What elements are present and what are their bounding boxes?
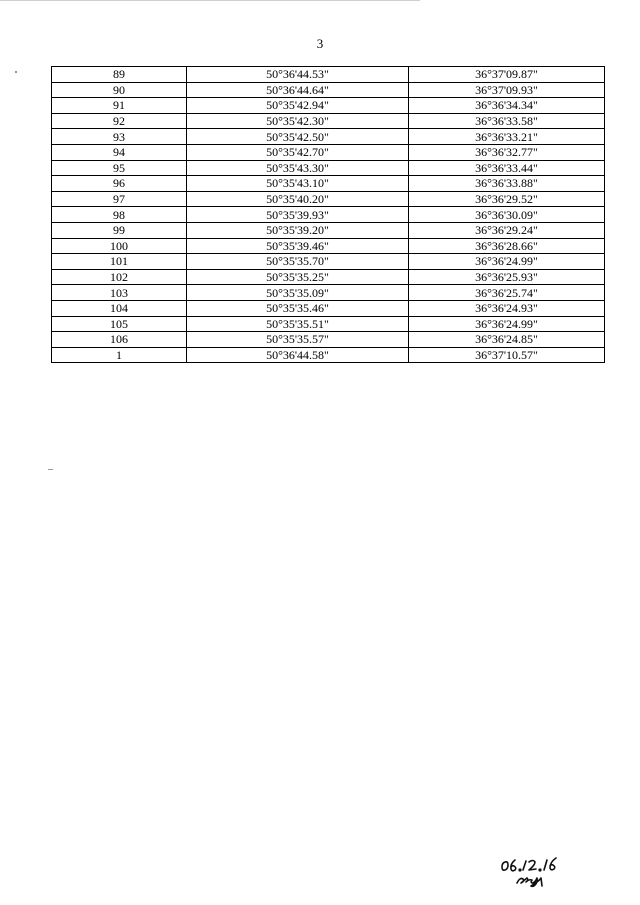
point-number-cell: 103 xyxy=(52,285,187,301)
table-row xyxy=(52,176,605,192)
latitude-cell: 50°35'35.25" xyxy=(187,269,409,285)
longitude-cell: 36°36'24.93" xyxy=(409,300,605,316)
point-number-cell: 96 xyxy=(52,176,187,192)
point-number-cell: 92 xyxy=(52,113,187,129)
point-number-cell: 95 xyxy=(52,160,187,176)
latitude-cell: 50°35'39.46" xyxy=(187,238,409,254)
table-row xyxy=(52,129,605,145)
point-number-cell: 105 xyxy=(52,316,187,332)
coordinates-table xyxy=(51,66,605,363)
coordinates-table-body xyxy=(52,67,605,363)
longitude-cell: 36°36'33.58" xyxy=(409,113,605,129)
longitude-cell: 36°36'33.21" xyxy=(409,129,605,145)
latitude-cell: 50°35'39.20" xyxy=(187,222,409,238)
point-number-cell: 1 xyxy=(52,347,187,363)
latitude-cell: 50°35'39.93" xyxy=(187,207,409,223)
longitude-cell: 36°37'09.93" xyxy=(409,82,605,98)
point-number-cell: 101 xyxy=(52,254,187,270)
table-row xyxy=(52,67,605,83)
point-number-cell: 100 xyxy=(52,238,187,254)
longitude-cell: 36°37'09.87" xyxy=(409,67,605,83)
table-row xyxy=(52,144,605,160)
point-number-cell: 97 xyxy=(52,191,187,207)
longitude-cell: 36°36'30.09" xyxy=(409,207,605,223)
table-row xyxy=(52,316,605,332)
point-number-cell: 102 xyxy=(52,269,187,285)
point-number-cell: 89 xyxy=(52,67,187,83)
point-number-cell: 94 xyxy=(52,144,187,160)
point-number-cell: 106 xyxy=(52,332,187,348)
table-row xyxy=(52,113,605,129)
longitude-cell: 36°36'24.99" xyxy=(409,254,605,270)
latitude-cell: 50°35'35.51" xyxy=(187,316,409,332)
latitude-cell: 50°35'42.50" xyxy=(187,129,409,145)
longitude-cell: 36°36'32.77" xyxy=(409,144,605,160)
longitude-cell: 36°36'33.88" xyxy=(409,176,605,192)
table-row xyxy=(52,269,605,285)
longitude-cell: 36°36'25.93" xyxy=(409,269,605,285)
latitude-cell: 50°35'42.30" xyxy=(187,113,409,129)
longitude-cell: 36°36'29.24" xyxy=(409,222,605,238)
longitude-cell: 36°36'24.99" xyxy=(409,316,605,332)
longitude-cell: 36°37'10.57" xyxy=(409,347,605,363)
point-number-cell: 90 xyxy=(52,82,187,98)
table-row xyxy=(52,191,605,207)
point-number-cell: 98 xyxy=(52,207,187,223)
longitude-cell: 36°36'34.34" xyxy=(409,98,605,114)
latitude-cell: 50°36'44.53" xyxy=(187,67,409,83)
latitude-cell: 50°35'40.20" xyxy=(187,191,409,207)
table-row xyxy=(52,238,605,254)
latitude-cell: 50°36'44.58" xyxy=(187,347,409,363)
fold-mark xyxy=(48,469,53,470)
latitude-cell: 50°35'42.94" xyxy=(187,98,409,114)
table-row xyxy=(52,207,605,223)
latitude-cell: 50°35'43.10" xyxy=(187,176,409,192)
page-number: 3 xyxy=(316,36,324,51)
latitude-cell: 50°35'35.57" xyxy=(187,332,409,348)
point-number-cell: 99 xyxy=(52,222,187,238)
latitude-cell: 50°35'35.70" xyxy=(187,254,409,270)
table-row xyxy=(52,254,605,270)
handwritten-date-initials xyxy=(495,850,595,890)
longitude-cell: 36°36'25.74" xyxy=(409,285,605,301)
latitude-cell: 50°36'44.64" xyxy=(187,82,409,98)
longitude-cell: 36°36'33.44" xyxy=(409,160,605,176)
point-number-cell: 93 xyxy=(52,129,187,145)
longitude-cell: 36°36'24.85" xyxy=(409,332,605,348)
latitude-cell: 50°35'43.30" xyxy=(187,160,409,176)
table-row xyxy=(52,300,605,316)
top-scan-edge xyxy=(0,0,420,1)
latitude-cell: 50°35'42.70" xyxy=(187,144,409,160)
table-row xyxy=(52,98,605,114)
longitude-cell: 36°36'29.52" xyxy=(409,191,605,207)
table-row xyxy=(52,285,605,301)
table-row xyxy=(52,332,605,348)
point-number-cell: 91 xyxy=(52,98,187,114)
scan-speck xyxy=(15,71,17,73)
table-row xyxy=(52,160,605,176)
latitude-cell: 50°35'35.46" xyxy=(187,300,409,316)
table-row xyxy=(52,347,605,363)
latitude-cell: 50°35'35.09" xyxy=(187,285,409,301)
table-row xyxy=(52,82,605,98)
longitude-cell: 36°36'28.66" xyxy=(409,238,605,254)
point-number-cell: 104 xyxy=(52,300,187,316)
table-row xyxy=(52,222,605,238)
